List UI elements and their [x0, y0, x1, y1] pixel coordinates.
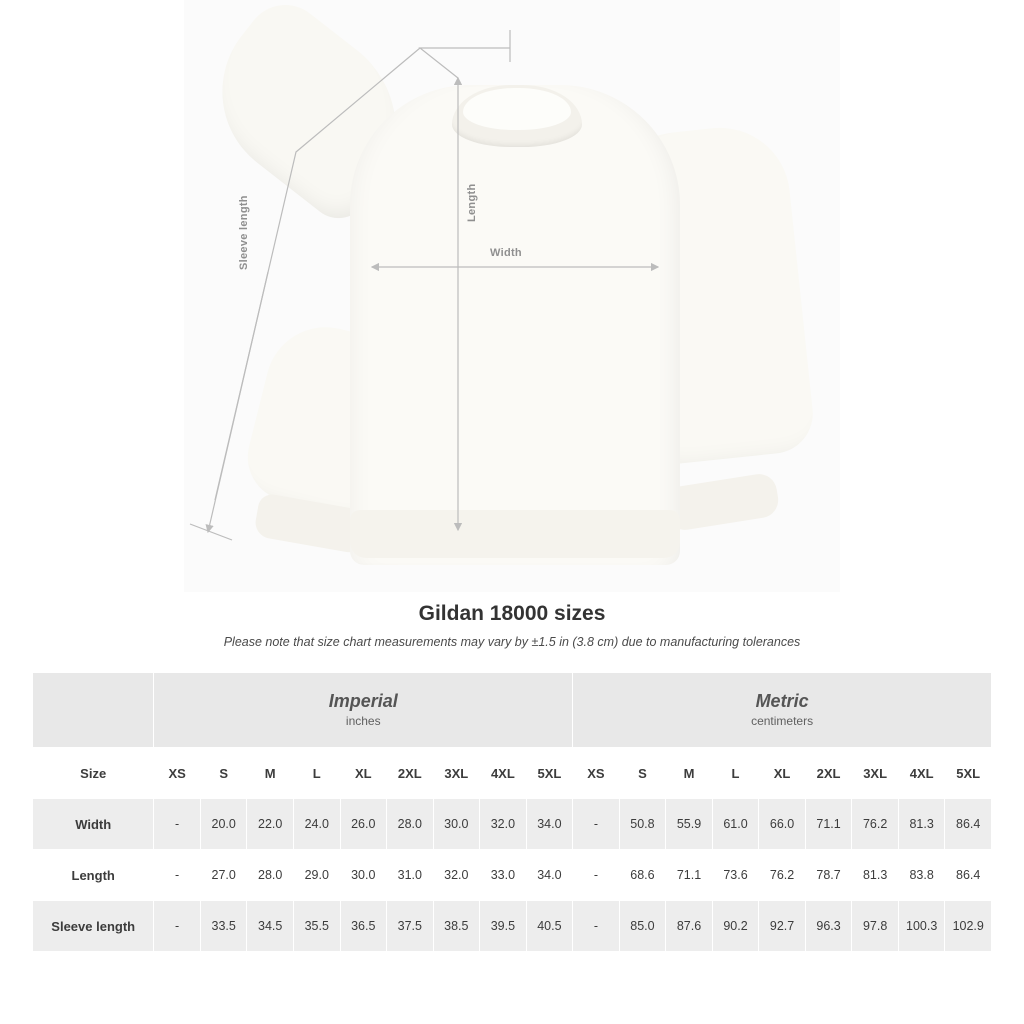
cell-sleeve-17: 102.9	[945, 901, 992, 952]
table-row	[33, 799, 992, 850]
row-label-length: Length	[33, 850, 154, 901]
size-col-8: 5XL	[526, 748, 573, 799]
cell-width-16: 81.3	[898, 799, 945, 850]
cell-length-16: 83.8	[898, 850, 945, 901]
unit-corner-cell	[33, 673, 154, 748]
unit-group-metric-sub: centimeters	[751, 714, 814, 728]
row-label-width: Width	[33, 799, 154, 850]
unit-group-metric	[573, 673, 992, 748]
cell-width-11: 55.9	[666, 799, 713, 850]
cell-length-1: 27.0	[200, 850, 247, 901]
cell-length-11: 71.1	[666, 850, 713, 901]
size-col-5: 2XL	[387, 748, 434, 799]
sleeve-length-guide-label: Sleeve length	[238, 195, 250, 270]
cell-width-2: 22.0	[247, 799, 294, 850]
cell-width-12: 61.0	[712, 799, 759, 850]
cell-width-1: 20.0	[200, 799, 247, 850]
cell-length-12: 73.6	[712, 850, 759, 901]
cell-width-4: 26.0	[340, 799, 387, 850]
cell-sleeve-1: 33.5	[200, 901, 247, 952]
cell-width-3: 24.0	[293, 799, 340, 850]
size-col-0: XS	[154, 748, 201, 799]
cell-length-0: -	[154, 850, 201, 901]
cell-sleeve-2: 34.5	[247, 901, 294, 952]
width-guide-label: Width	[490, 247, 522, 259]
cell-sleeve-7: 39.5	[480, 901, 527, 952]
cell-length-17: 86.4	[945, 850, 992, 901]
unit-group-imperial-sub: inches	[345, 714, 381, 728]
size-col-13: XL	[759, 748, 806, 799]
cell-width-9: -	[573, 799, 620, 850]
cell-length-13: 76.2	[759, 850, 806, 901]
size-col-15: 3XL	[852, 748, 899, 799]
cell-length-15: 81.3	[852, 850, 899, 901]
table-row	[33, 850, 992, 901]
cell-width-0: -	[154, 799, 201, 850]
cell-sleeve-12: 90.2	[712, 901, 759, 952]
unit-group-imperial-name: Imperial	[328, 691, 398, 711]
cell-length-8: 34.0	[526, 850, 573, 901]
table-row	[33, 901, 992, 952]
size-header-label: Size	[33, 748, 154, 799]
cell-sleeve-3: 35.5	[293, 901, 340, 952]
cell-width-8: 34.0	[526, 799, 573, 850]
cell-width-10: 50.8	[619, 799, 666, 850]
size-col-1: S	[200, 748, 247, 799]
page-title: Gildan 18000 sizes	[418, 602, 606, 625]
cell-sleeve-5: 37.5	[387, 901, 434, 952]
length-guide-label: Length	[466, 183, 478, 222]
cell-length-14: 78.7	[805, 850, 852, 901]
cell-sleeve-13: 92.7	[759, 901, 806, 952]
tolerance-note: Please note that size chart measurements may vary by ±1.5 in (3.8 cm) due to manufacturing tolerances	[223, 635, 801, 649]
cell-length-3: 29.0	[293, 850, 340, 901]
size-table	[32, 672, 992, 952]
cell-length-9: -	[573, 850, 620, 901]
size-col-9: XS	[573, 748, 620, 799]
size-col-7: 4XL	[480, 748, 527, 799]
size-header-row	[33, 748, 992, 799]
cell-length-6: 32.0	[433, 850, 480, 901]
size-col-11: M	[666, 748, 713, 799]
cell-sleeve-14: 96.3	[805, 901, 852, 952]
unit-group-imperial	[154, 673, 573, 748]
cell-sleeve-4: 36.5	[340, 901, 387, 952]
cell-sleeve-8: 40.5	[526, 901, 573, 952]
cell-width-5: 28.0	[387, 799, 434, 850]
size-col-10: S	[619, 748, 666, 799]
size-col-16: 4XL	[898, 748, 945, 799]
cell-sleeve-10: 85.0	[619, 901, 666, 952]
size-col-6: 3XL	[433, 748, 480, 799]
cell-width-15: 76.2	[852, 799, 899, 850]
size-col-3: L	[293, 748, 340, 799]
cell-length-7: 33.0	[480, 850, 527, 901]
cell-length-5: 31.0	[387, 850, 434, 901]
size-col-2: M	[247, 748, 294, 799]
unit-group-metric-name: Metric	[755, 691, 809, 711]
cell-width-7: 32.0	[480, 799, 527, 850]
cell-length-10: 68.6	[619, 850, 666, 901]
cell-sleeve-0: -	[154, 901, 201, 952]
size-table-wrapper	[32, 672, 992, 952]
cell-width-14: 71.1	[805, 799, 852, 850]
size-col-14: 2XL	[805, 748, 852, 799]
unit-group-row	[33, 673, 992, 748]
cell-sleeve-16: 100.3	[898, 901, 945, 952]
cell-sleeve-6: 38.5	[433, 901, 480, 952]
cell-width-13: 66.0	[759, 799, 806, 850]
cell-length-2: 28.0	[247, 850, 294, 901]
cell-sleeve-11: 87.6	[666, 901, 713, 952]
cell-length-4: 30.0	[340, 850, 387, 901]
row-label-sleeve-length: Sleeve length	[33, 901, 154, 952]
cell-sleeve-15: 97.8	[852, 901, 899, 952]
cell-width-17: 86.4	[945, 799, 992, 850]
size-col-17: 5XL	[945, 748, 992, 799]
size-col-4: XL	[340, 748, 387, 799]
cell-width-6: 30.0	[433, 799, 480, 850]
size-col-12: L	[712, 748, 759, 799]
cell-sleeve-9: -	[573, 901, 620, 952]
